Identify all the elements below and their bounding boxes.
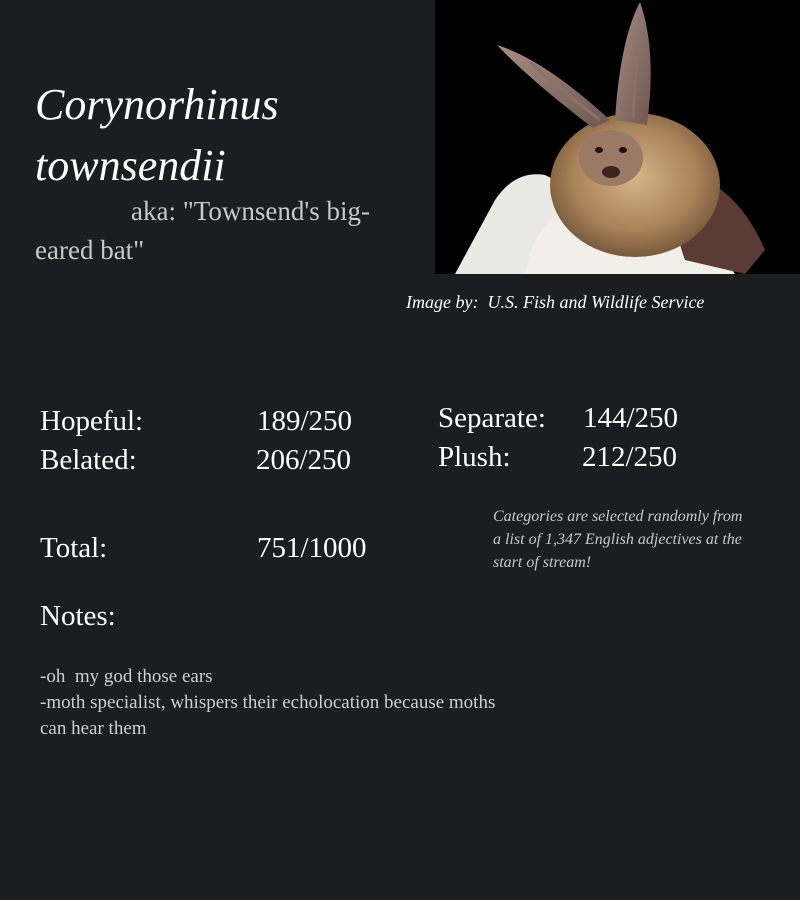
- note-item: -oh my god those ears: [40, 666, 213, 687]
- image-credit: Image by: U.S. Fish and Wildlife Service: [406, 292, 705, 312]
- common-name: [35, 192, 395, 270]
- note-item: -moth specialist, whispers their echolocation because moths can hear them: [40, 692, 501, 739]
- common-name-text: aka: "Townsend's big-eared bat": [35, 196, 370, 265]
- total-label: Total:: [40, 532, 108, 564]
- score-label-separate: Separate:: [438, 402, 546, 434]
- score-value-belated: 206/250: [256, 444, 352, 476]
- score-label-belated: Belated:: [40, 444, 137, 476]
- score-label-hopeful: Hopeful:: [40, 405, 144, 437]
- scientific-name-line-2: townsendii: [35, 141, 226, 190]
- score-value-plush: 212/250: [582, 441, 678, 473]
- bat-photo: [435, 0, 800, 274]
- score-value-hopeful: 189/250: [257, 405, 353, 437]
- total-value: 751/1000: [257, 532, 367, 564]
- scientific-name-line-1: Corynorhinus: [35, 80, 279, 129]
- score-label-plush: Plush:: [438, 441, 511, 473]
- notes-heading: Notes:: [40, 600, 116, 632]
- scientific-name: [35, 74, 279, 196]
- bat-illustration: [435, 0, 800, 274]
- notes-list: [40, 664, 510, 742]
- categories-note: Categories are selected randomly from a list of 1,347 English adjectives at the start of stream!: [493, 508, 743, 571]
- score-value-separate: 144/250: [583, 402, 679, 434]
